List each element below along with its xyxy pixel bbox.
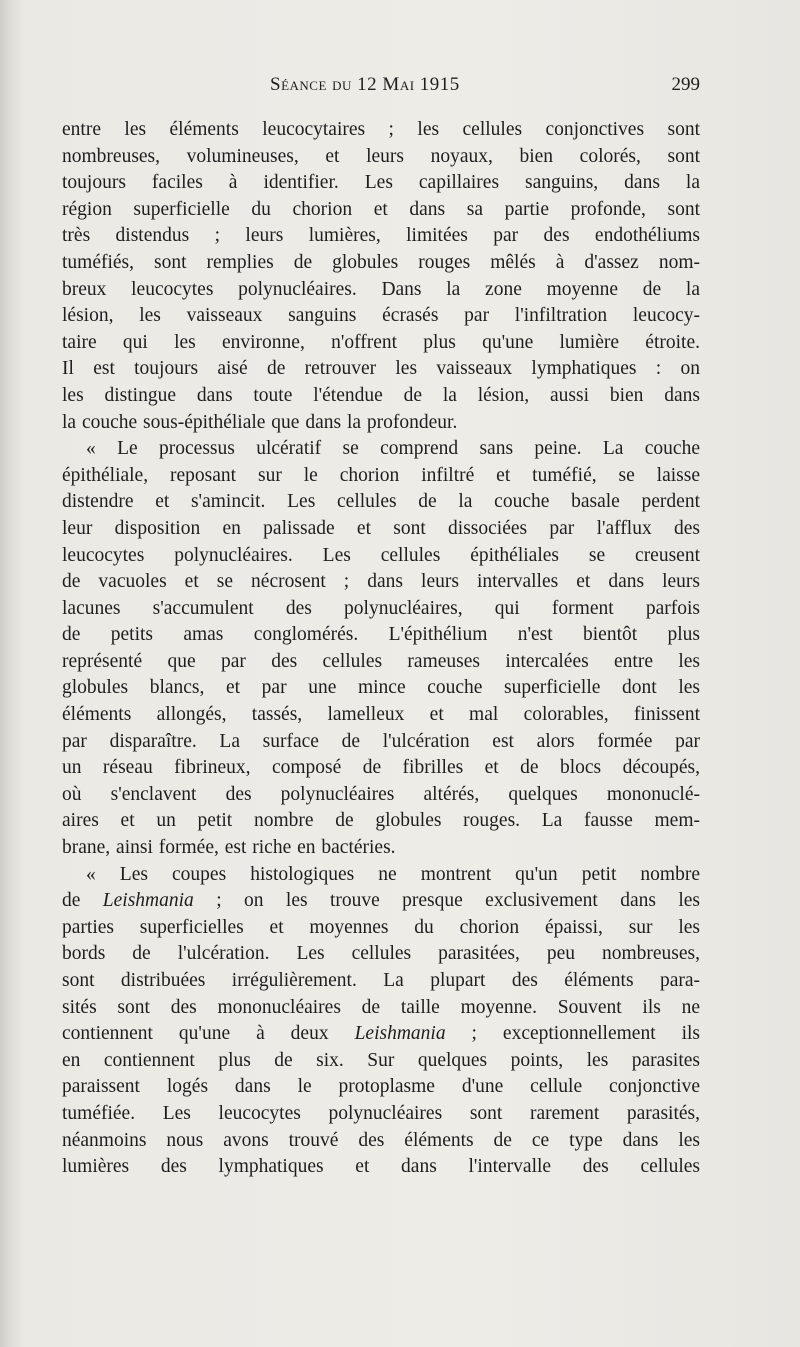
text-line: toujours faciles à identifier. Les capillaires sanguins, dans la (62, 172, 700, 194)
text-line: lumières des lymphatiques et dans l'intervalle des cellules (62, 1156, 700, 1178)
text-line: brane, ainsi formée, est riche en bactéries. (62, 837, 396, 859)
text-line: paraissent logés dans le protoplasme d'une cellule conjonctive (62, 1076, 700, 1098)
running-title: Séance du 12 Mai 1915 (270, 74, 460, 95)
italic-term-leishmania: Leishmania (102, 890, 194, 912)
text-line: lacunes s'accumulent des polynucléaires, qui forment parfois (62, 597, 700, 619)
text-line: leucocytes polynucléaires. Les cellules épithéliales se creusent (62, 544, 700, 566)
text-run: ; on les trouve presque exclusivement dans les (193, 890, 700, 912)
text-line: sont distribuées irrégulièrement. La plupart des éléments para- (62, 970, 700, 991)
text-line: bords de l'ulcération. Les cellules parasitées, peu nombreuses, (62, 943, 700, 965)
text-line: tuméfiés, sont remplies de globules rouges mêlés à d'assez nom- (62, 251, 700, 273)
text-line: région superficielle du chorion et dans sa partie profonde, sont (62, 198, 700, 220)
text-line: leur disposition en palissade et sont dissociées par l'afflux des (62, 517, 700, 539)
text-line: nombreuses, volumineuses, et leurs noyaux, bien colorés, sont (62, 145, 700, 167)
text-line: lésion, les vaisseaux sanguins écrasés par l'infiltration leucocy- (62, 305, 700, 327)
text-line: « Le processus ulcératif se comprend sans peine. La couche (86, 438, 700, 460)
text-line-with-italic (62, 888, 700, 915)
text-line: de petits amas conglomérés. L'épithélium n'est bientôt plus (62, 624, 700, 646)
text-line: taire qui les environne, n'offrent plus qu'une lumière étroite. (62, 331, 700, 353)
text-line: Il est toujours aisé de retrouver les vaisseaux lymphatiques : on (62, 358, 700, 380)
text-line: globules blancs, et par une mince couche superficielle dont les (62, 677, 700, 699)
page-number: 299 (671, 74, 700, 95)
text-line: parties superficielles et moyennes du chorion épaissi, sur les (62, 916, 700, 938)
text-run: de (62, 890, 103, 912)
text-line: par disparaître. La surface de l'ulcération est alors formée par (62, 730, 700, 752)
text-line: néanmoins nous avons trouvé des éléments de ce type dans les (62, 1129, 700, 1151)
text-line: très distendus ; leurs lumières, limitées par des endothéliums (62, 225, 700, 247)
text-line: épithéliale, reposant sur le chorion infiltré et tuméfié, se laisse (62, 464, 700, 486)
text-line: représenté que par des cellules rameuses intercalées entre les (62, 650, 700, 672)
text-line: la couche sous-épithéliale que dans la profondeur. (62, 411, 458, 433)
text-line: aires et un petit nombre de globules rouges. La fausse mem- (62, 810, 700, 832)
text-line: distendre et s'amincit. Les cellules de la couche basale perdent (62, 491, 700, 513)
text-line: entre les éléments leucocytaires ; les cellules conjonctives sont (62, 119, 700, 140)
body-text (62, 117, 700, 1181)
text-run: ; exceptionnellement ils (445, 1023, 700, 1045)
text-line: tuméfiée. Les leucocytes polynucléaires sont rarement parasités, (62, 1102, 700, 1124)
text-run: contiennent qu'une à deux (62, 1023, 355, 1045)
text-line: où s'enclavent des polynucléaires altérés, quelques mononuclé- (62, 783, 700, 805)
italic-term-leishmania: Leishmania (354, 1023, 446, 1045)
text-line: sités sont des mononucléaires de taille moyenne. Souvent ils ne (62, 996, 700, 1018)
text-line: de vacuoles et se nécrosent ; dans leurs intervalles et dans leurs (62, 571, 700, 593)
text-line: éléments allongés, tassés, lamelleux et mal colorables, finissent (62, 704, 700, 726)
text-line: un réseau fibrineux, composé de fibrilles et de blocs découpés, (62, 757, 700, 779)
text-line: breux leucocytes polynucléaires. Dans la zone moyenne de la (62, 278, 700, 300)
text-line: en contiennent plus de six. Sur quelques points, les parasites (62, 1049, 700, 1071)
page-header (60, 74, 700, 100)
text-line: les distingue dans toute l'étendue de la lésion, aussi bien dans (62, 384, 700, 406)
text-line-with-italic (62, 1021, 700, 1048)
text-line: « Les coupes histologiques ne montrent qu'un petit nombre (86, 863, 700, 885)
